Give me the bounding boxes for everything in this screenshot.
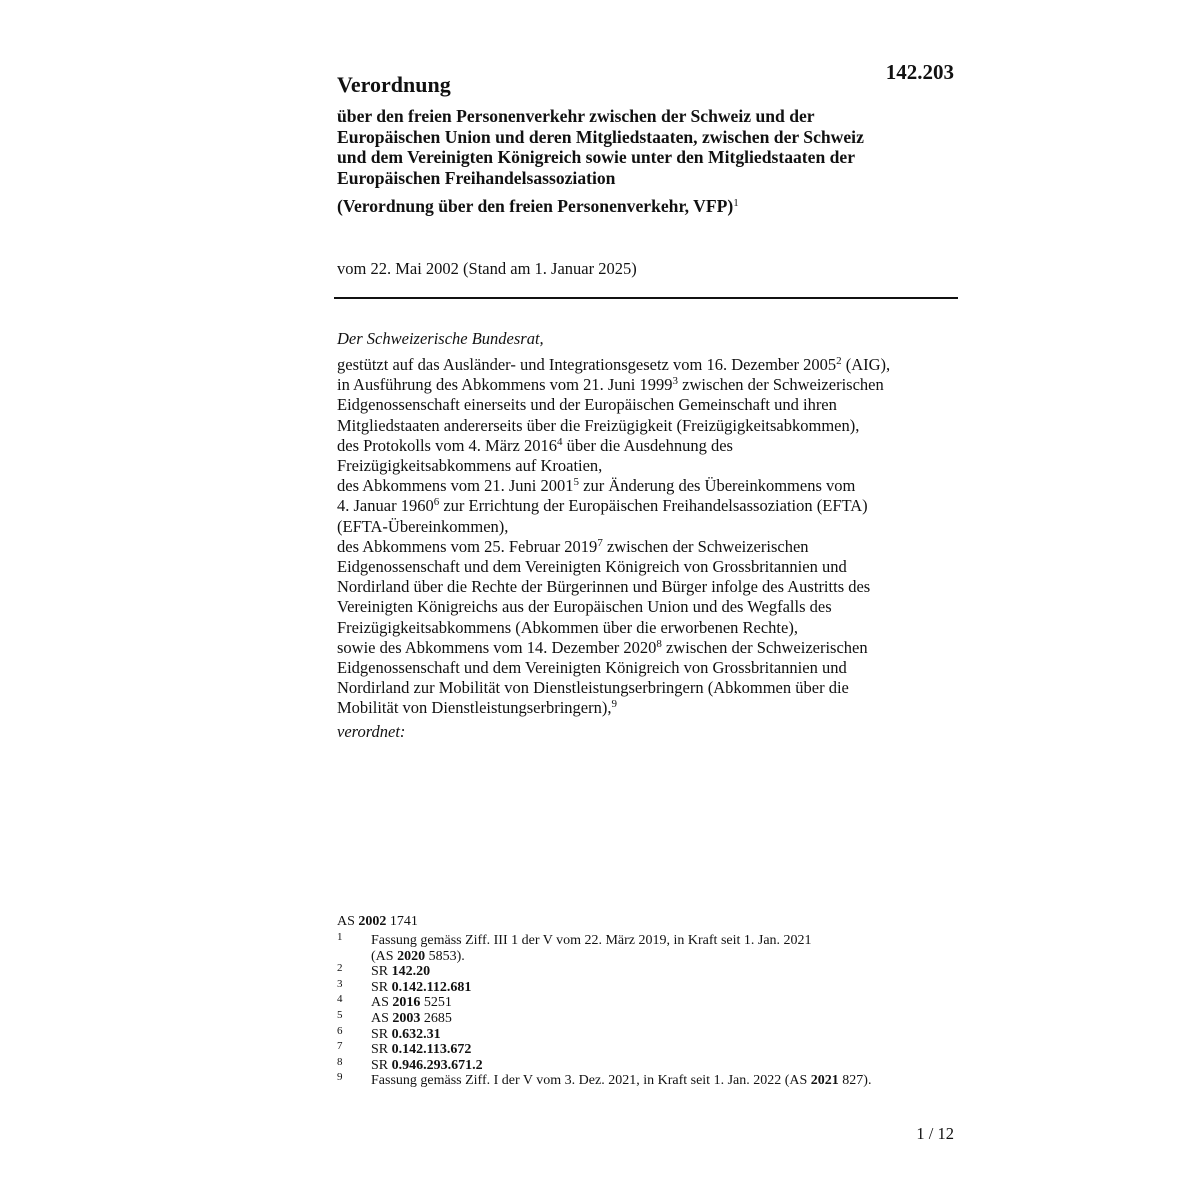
footnote-text: 827). <box>838 1073 872 1089</box>
enacting-formula: verordnet: <box>337 722 406 741</box>
short-title <box>337 196 962 216</box>
footnote-line <box>371 1042 977 1058</box>
preamble-text: (EFTA-Übereinkommen), <box>337 516 509 536</box>
preamble-line <box>337 658 962 678</box>
preamble-line <box>337 678 962 698</box>
preamble-text: Eidgenossenschaft und dem Vereinigten Königreich von Grossbritannien und <box>337 658 847 678</box>
footnote-number: 5 <box>337 1008 343 1021</box>
document-subtitle <box>337 106 962 188</box>
footnote-number: 1 <box>337 931 343 943</box>
preamble-text: zur Errichtung der Europäischen Freihandelsassoziation (EFTA) <box>439 496 868 516</box>
footnote-bold-ref: 2020 <box>397 948 426 964</box>
footnote <box>337 1008 977 1027</box>
footnote-number: 6 <box>337 1024 343 1037</box>
preamble-line <box>337 395 962 415</box>
preamble <box>337 355 962 719</box>
official-compilation-reference <box>337 914 418 930</box>
preamble-text: zur Änderung des Übereinkommens vom <box>579 476 856 496</box>
footnote <box>337 1042 977 1058</box>
preamble-text: Freizügigkeitsabkommens auf Kroatien, <box>337 456 603 476</box>
header-divider <box>334 297 958 299</box>
footnote-text: (AS <box>371 948 398 964</box>
preamble-text: des Abkommens vom 25. Februar 2019 <box>337 536 598 556</box>
document-date: vom 22. Mai 2002 (Stand am 1. Januar 2025) <box>337 259 637 278</box>
footnote-text: 2685 <box>420 1010 452 1026</box>
preamble-text: 4. Januar 1960 <box>337 496 434 516</box>
footnote-text: 5853). <box>425 948 465 964</box>
preamble-text: Freizügigkeitsabkommens (Abkommen über die erworbenen Rechte), <box>337 617 798 637</box>
footnote-line <box>371 995 977 1011</box>
page-number: 1 / 12 <box>916 1124 954 1143</box>
footnote-text: Fassung gemäss Ziff. III 1 der V vom 22. März 2019, in Kraft seit 1. Jan. 2021 <box>371 933 812 948</box>
footnote-text: Fassung gemäss Ziff. I der V vom 3. Dez. 2021, in Kraft seit 1. Jan. 2022 (AS <box>371 1073 811 1089</box>
preamble-line <box>337 496 962 516</box>
footnote-bold-ref: 0.142.112.681 <box>391 979 472 995</box>
footnote-text: 5251 <box>420 995 452 1011</box>
footnote-line <box>371 1011 977 1027</box>
footnote-marker: 2 <box>836 355 842 367</box>
subtitle-line: Europäischen Union und deren Mitgliedstaaten, zwischen der Schweiz <box>337 126 864 147</box>
preamble-line <box>337 597 962 617</box>
footnote <box>337 995 977 1011</box>
preamble-text: gestützt auf das Ausländer- und Integrationsgesetz vom 16. Dezember 2005 <box>337 355 837 374</box>
footnote <box>337 1055 977 1074</box>
footnote-line <box>371 964 977 980</box>
preamble-line <box>337 638 962 658</box>
preamble-text: Nordirland zur Mobilität von Dienstleistungserbringern (Abkommen über die <box>337 678 849 698</box>
preamble-line <box>337 436 962 456</box>
footnote-bold-ref: 2021 <box>810 1073 839 1089</box>
footnote <box>337 1024 977 1043</box>
preamble-line <box>337 517 962 537</box>
as-prefix: AS <box>337 914 359 929</box>
preamble-line <box>337 375 962 395</box>
preamble-text: zwischen der Schweizerischen <box>661 637 868 657</box>
preamble-line <box>337 416 962 436</box>
footnote-line <box>371 933 977 949</box>
footnote-line <box>371 1027 977 1043</box>
footnote-bold-ref: 2003 <box>392 1010 421 1026</box>
preamble-line <box>337 456 962 476</box>
enacting-authority: Der Schweizerische Bundesrat, <box>337 329 544 348</box>
as-year: 2002 <box>358 914 387 929</box>
subtitle-line: Europäischen Freihandelsassoziation <box>337 167 616 188</box>
footnote-text: SR <box>371 979 392 995</box>
preamble-line <box>337 698 962 718</box>
preamble-text: Vereinigten Königreichs aus der Europäischen Union und des Wegfalls des <box>337 597 832 617</box>
preamble-text: Eidgenossenschaft einerseits und der Europäischen Gemeinschaft und ihren <box>337 395 837 415</box>
footnote-bold-ref: 2016 <box>392 995 421 1011</box>
preamble-line <box>337 557 962 577</box>
footnotes <box>337 933 977 1089</box>
footnote-number: 2 <box>337 962 343 975</box>
preamble-text: Nordirland über die Rechte der Bürgerinnen und Bürger infolge des Austritts des <box>337 577 871 597</box>
preamble-text: (AIG), <box>841 355 891 374</box>
preamble-text: Mitgliedstaaten andererseits über die Freizügigkeit (Freizügigkeitsabkommen), <box>337 415 860 435</box>
footnote <box>337 964 977 980</box>
footnote-number: 7 <box>337 1040 343 1053</box>
preamble-text: zwischen der Schweizerischen <box>678 375 884 395</box>
preamble-text: Eidgenossenschaft und dem Vereinigten Königreich von Grossbritannien und <box>337 557 847 577</box>
footnote-line <box>371 949 977 965</box>
footnote-bold-ref: 0.632.31 <box>391 1026 441 1042</box>
footnote-marker: 5 <box>573 476 580 489</box>
preamble-line <box>337 577 962 597</box>
footnote-marker: 3 <box>672 375 679 388</box>
footnote-text: SR <box>371 1042 392 1058</box>
preamble-line <box>337 355 962 375</box>
preamble-text: des Abkommens vom 21. Juni 2001 <box>337 476 574 496</box>
preamble-text: sowie des Abkommens vom 14. Dezember 2020 <box>337 637 657 657</box>
short-title-text: (Verordnung über den freien Personenverkehr, VFP) <box>337 196 734 216</box>
footnote-marker: 9 <box>611 698 617 711</box>
footnote-marker: 7 <box>597 536 603 549</box>
preamble-text: in Ausführung des Abkommens vom 21. Juni 1999 <box>337 375 673 395</box>
footnote <box>337 933 977 964</box>
footnote-number: 9 <box>337 1071 343 1084</box>
footnote-line <box>371 1058 977 1074</box>
footnote-text: AS <box>371 995 393 1011</box>
footnote-number: 4 <box>337 993 343 1006</box>
footnote <box>337 977 977 996</box>
footnote-number: 3 <box>337 977 343 990</box>
preamble-line <box>337 618 962 638</box>
footnote-line <box>371 980 977 996</box>
footnote <box>337 1073 977 1089</box>
footnote-marker: 8 <box>656 637 662 650</box>
preamble-text: über die Ausdehnung des <box>562 435 733 455</box>
footnote-text: SR <box>371 964 392 980</box>
footnote-text: AS <box>371 1010 393 1026</box>
footnote-marker: 1 <box>733 197 739 209</box>
footnote-bold-ref: 142.20 <box>391 964 431 980</box>
footnote-line <box>371 1073 977 1089</box>
preamble-text: des Protokolls vom 4. März 2016 <box>337 435 557 455</box>
footnote-text: SR <box>371 1057 392 1073</box>
document-title: Verordnung <box>337 72 451 97</box>
footnote-marker: 4 <box>557 435 563 448</box>
footnote-bold-ref: 0.946.293.671.2 <box>391 1057 483 1073</box>
preamble-line <box>337 476 962 496</box>
sr-number: 142.203 <box>885 60 954 84</box>
footnote-bold-ref: 0.142.113.672 <box>391 1042 472 1058</box>
preamble-line <box>337 537 962 557</box>
footnote-text: SR <box>371 1026 392 1042</box>
preamble-text: Mobilität von Dienstleistungserbringern), <box>337 698 612 718</box>
subtitle-line: über den freien Personenverkehr zwischen der Schweiz und der <box>337 106 815 126</box>
subtitle-line: und dem Vereinigten Königreich sowie unter den Mitgliedstaaten der <box>337 147 856 167</box>
footnote-number: 8 <box>337 1055 343 1068</box>
footnote-marker: 6 <box>433 496 440 509</box>
as-page: 1741 <box>386 914 418 929</box>
preamble-text: zwischen der Schweizerischen <box>602 536 809 556</box>
